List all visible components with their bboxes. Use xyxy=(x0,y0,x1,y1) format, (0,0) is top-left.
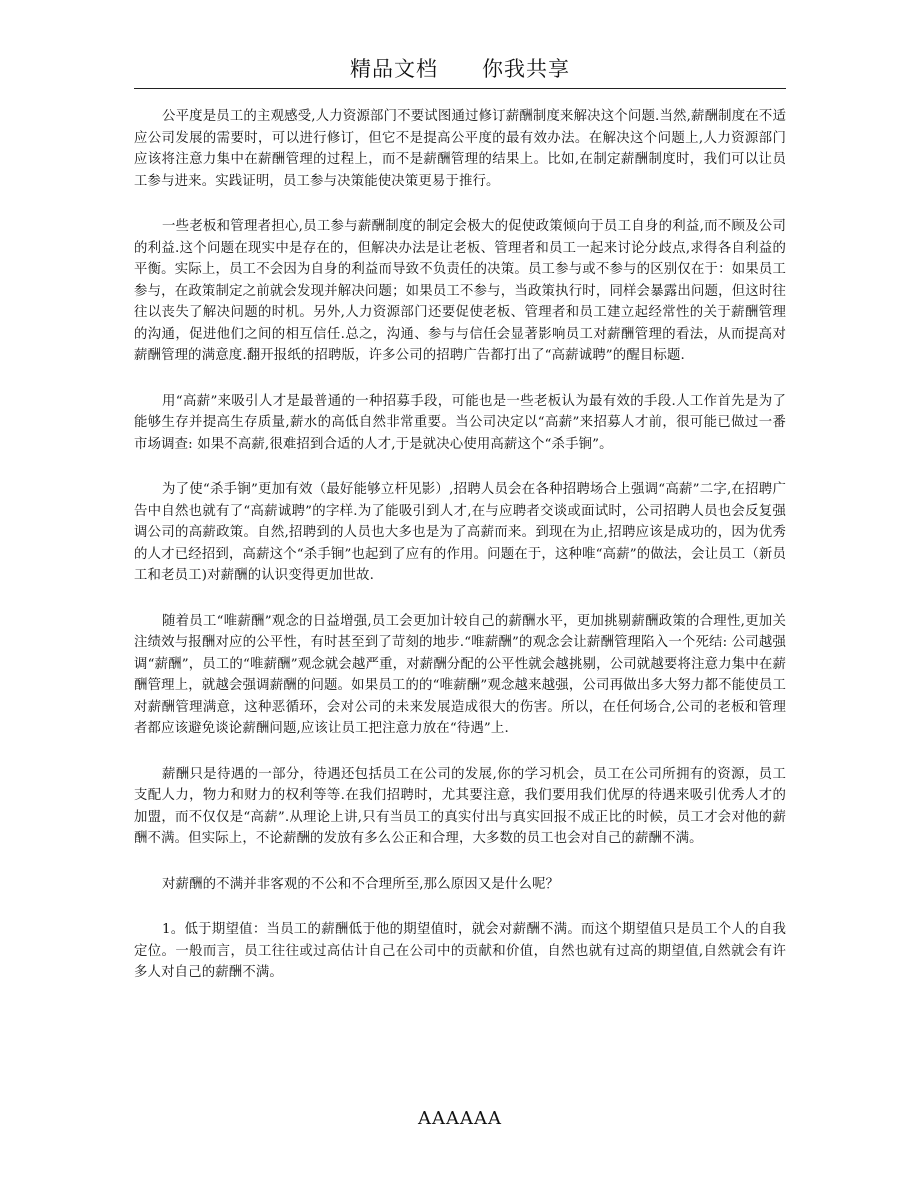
page-header xyxy=(134,52,786,89)
header-title-right: 你我共享 xyxy=(482,57,570,81)
paragraph-8: 1。低于期望值：当员工的薪酬低于他的期望值时，就会对薪酬不满。而这个期望值只是员工个人的自我定位。一般而言，员工往往或过高估计自己在公司中的贡献和价值，自然也就有过高的期望值,自然就会有许多人对自己的薪酬不满。 xyxy=(134,922,786,980)
paragraph-2: 一些老板和管理者担心,员工参与薪酬制度的制定会极大的促使政策倾向于员工自身的利益,而不顾及公司的利益.这个问题在现实中是存在的，但解决办法是让老板、管理者和员工一起来讨论分歧点,求得各自利益的平衡。实际上，员工不会因为自身的利益而导致不负责任的决策。员工参与或不参与的区别仅在于：如果员工参与，在政策制定之前就会发现并解决问题；如果员工不参与，当政策执行时，同样会暴露出问题，但这时往往以丧失了解决问题的时机。另外,人力资源部门还要促使老板、管理者和员工建立起经常性的关于薪酬管理的沟通，促进他们之间的相互信任.总之，沟通、参与与信任会显著影响员工对薪酬管理的看法，从而提高对薪酬管理的满意度.翻开报纸的招聘版，许多公司的招聘广告都打出了“高薪诚聘”的醒目标题. xyxy=(134,219,786,363)
paragraph-1: 公平度是员工的主观感受,人力资源部门不要试图通过修订薪酬制度来解决这个问题.当然,薪酬制度在不适应公司发展的需要时，可以进行修订，但它不是提高公平度的最有效办法。在解决这个问题上,人力资源部门应该将注意力集中在薪酬管理的过程上，而不是薪酬管理的结果上。比如,在制定薪酬制度时，我们可以让员工参与进来。实践证明，员工参与决策能使决策更易于推行。 xyxy=(134,109,786,189)
paragraph-3: 用“高薪”来吸引人才是最普通的一种招募手段，可能也是一些老板认为最有效的手段.人工作首先是为了能够生存并提高生存质量,薪水的高低自然非常重要。当公司决定以“高薪”来招募人才前，很可能已做过一番市场调查: 如果不高薪,很难招到合适的人才,于是就决心使用高薪这个“杀手锏”。 xyxy=(134,393,786,452)
document-body xyxy=(134,106,786,1008)
header-title-left: 精品文档 xyxy=(350,57,438,81)
paragraph-6: 薪酬只是待遇的一部分，待遇还包括员工在公司的发展,你的学习机会，员工在公司所拥有的资源，员工支配人力，物力和财力的权利等等.在我们招聘时，尤其要注意，我们要用我们优厚的待遇来吸引优秀人才的加盟，而不仅仅是“高薪”.从理论上讲,只有当员工的真实付出与真实回报不成正比的时候，员工才会对他的薪酬不满。但实际上，不论薪酬的发放有多么公正和合理，大多数的员工也会对自己的薪酬不满。 xyxy=(134,766,786,846)
paragraph-5: 随着员工“唯薪酬”观念的日益增强,员工会更加计较自己的薪酬水平，更加挑剔薪酬政策的合理性,更加关注绩效与报酬对应的公平性，有时甚至到了苛刻的地步.“唯薪酬”的观念会让薪酬管理陷入一个死结: 公司越强调“薪酬”，员工的“唯薪酬”观念就会越严重，对薪酬分配的公平性就会越挑剔，公司就越要将注意力集中在薪酬管理上，就越会强调薪酬的问题。如果员工的的“唯薪酬”观念越来越强，公司再做出多大努力都不能使员工对薪酬管理满意，这种恶循环，会对公司的未来发展造成很大的伤害。所以，在任何场合,公司的老板和管理者都应该避免谈论薪酬问题,应该让员工把注意力放在“待遇”上. xyxy=(134,613,786,736)
paragraph-7: 对薪酬的不满并非客观的不公和不合理所至,那么原因又是什么呢？ xyxy=(162,876,560,892)
page-footer: AAAAAA xyxy=(418,1108,502,1129)
paragraph-4: 为了使“杀手锏”更加有效（最好能够立杆见影）,招聘人员会在各种招聘场合上强调“高薪”二字,在招聘广告中自然也就有了“高薪诚聘”的字样.为了能吸引到人才,在与应聘者交谈或面试时，公司招聘人员也会反复强调公司的高薪政策。自然,招聘到的人员也大多也是为了高薪而来。到现在为止,招聘应该是成功的，因为优秀的人才已经招到，高薪这个“杀手锏”也起到了应有的作用。问题在于，这种唯“高薪”的做法，会让员工（新员工和老员工)对薪酬的认识变得更加世故. xyxy=(134,482,786,583)
